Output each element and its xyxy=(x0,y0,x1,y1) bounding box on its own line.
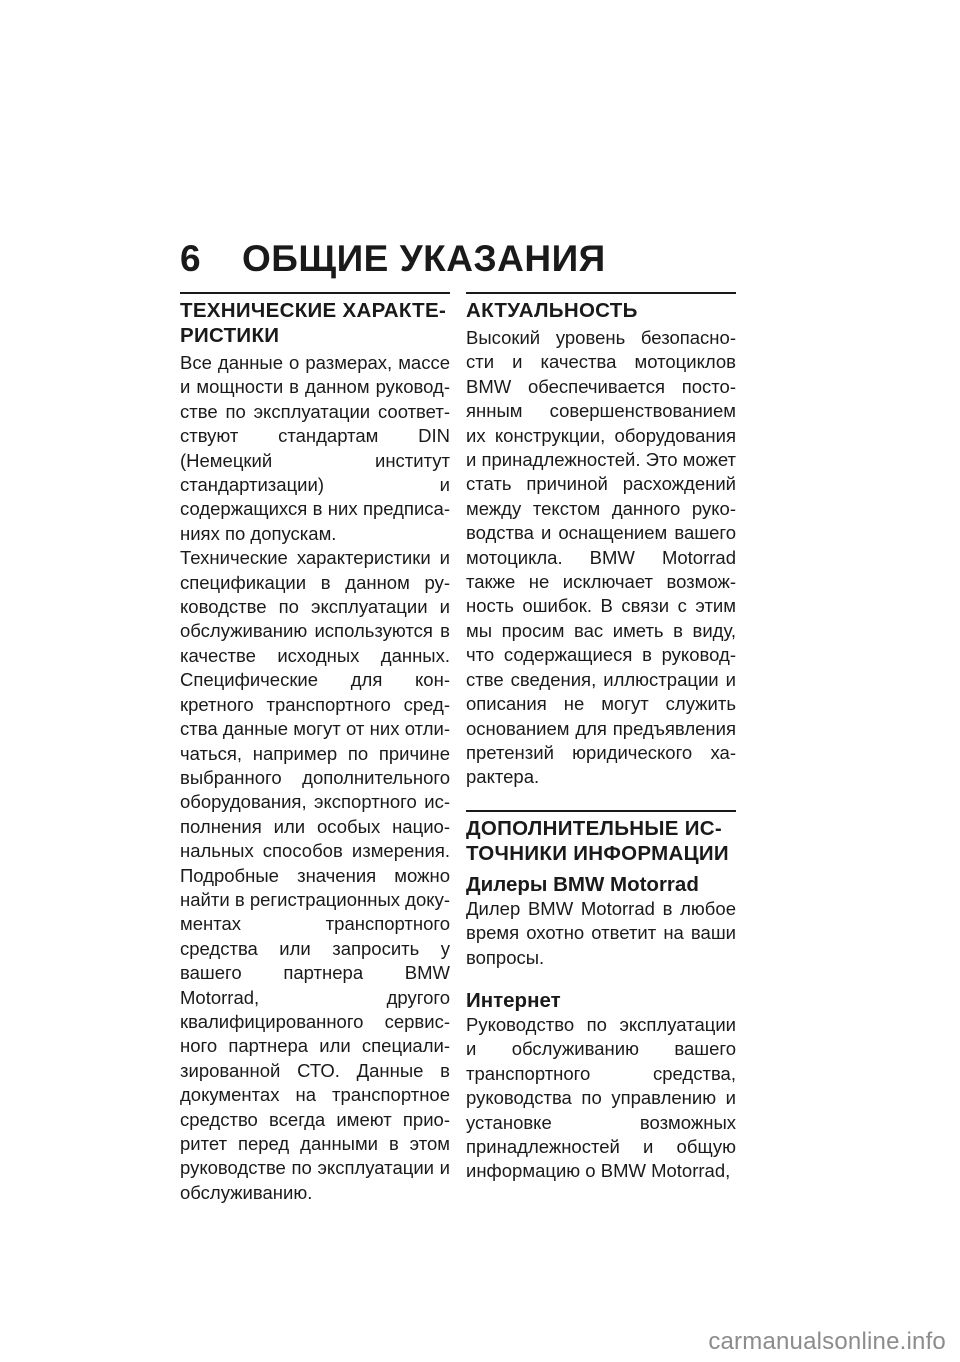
actuality-paragraph: Высокий уровень безопасности и качества мотоциклов BMW обеспечивается постоянным совершенствованием их конструкции, оборудования и принадлежностей. Это может стать причиной расхождений между текстом данного руководства и оснащением вашего мотоцикла. BMW Motorrad также не исключает возможность ошибок. В связи с этим мы просим вас иметь в виду, что содержащиеся в руководстве сведения, иллюстрации и описания не могут служить основанием для предъявления претензий юридического характера. xyxy=(466,327,736,788)
subheading-dealers: Дилеры BMW Motorrad xyxy=(466,872,699,896)
page-title xyxy=(180,237,606,281)
chapter-number: 6 xyxy=(180,238,202,279)
left-column xyxy=(180,292,450,1205)
watermark: carmanualsonline.info xyxy=(708,1328,946,1355)
subheading-internet: Интернет xyxy=(466,988,561,1012)
section-heading-technical-data: ТЕХНИЧЕСКИЕ ХАРАКТЕРИСТИКИ xyxy=(180,299,446,347)
dealers-paragraph: Дилер BMW Motorrad в любое время охотно ответит на ваши вопросы. xyxy=(466,897,736,968)
right-column xyxy=(466,292,736,1184)
section-additional-sources xyxy=(466,810,736,1184)
section-actuality xyxy=(466,292,736,790)
section-heading-actuality: АКТУАЛЬНОСТЬ xyxy=(466,299,638,322)
section-heading-additional-sources: ДОПОЛНИТЕЛЬНЫЕ ИСТОЧНИКИ ИНФОРМАЦИИ xyxy=(466,816,729,865)
internet-paragraph: Руководство по эксплуатации и обслуживанию вашего транспортного средства, руководства по управлению и установке возможных принадлежностей и общую информацию о BMW Motorrad, xyxy=(466,1013,736,1182)
section-technical-data xyxy=(180,292,450,1205)
technical-data-paragraph-1: Все данные о размерах, массе и мощности в данном руководстве по эксплуатации соответствуют стандартам DIN (Немецкий институт стандартизации) и содержащихся в них предписаниях по допускам. xyxy=(180,352,450,544)
technical-data-paragraph-2: Технические характеристики и спецификации в данном руководстве по эксплуатации и обслуживанию используются в качестве исходных данных. Специфические для конкретного транспортного средства данные могут от них отличаться, например по причине выбранного дополнительного оборудования, экспортного исполнения или особых национальных способов измерения. Подробные значения можно найти в регистрационных документах транспортного средства или запросить у вашего партнера BMW Motorrad, другого квалифицированного сервисного партнера или специализированной СТО. Данные в документах на транспортное средство всегда имеют приоритет перед данными в этом руководстве по эксплуатации и обслуживанию. xyxy=(180,547,450,1203)
chapter-title: ОБЩИЕ УКАЗАНИЯ xyxy=(242,238,606,279)
